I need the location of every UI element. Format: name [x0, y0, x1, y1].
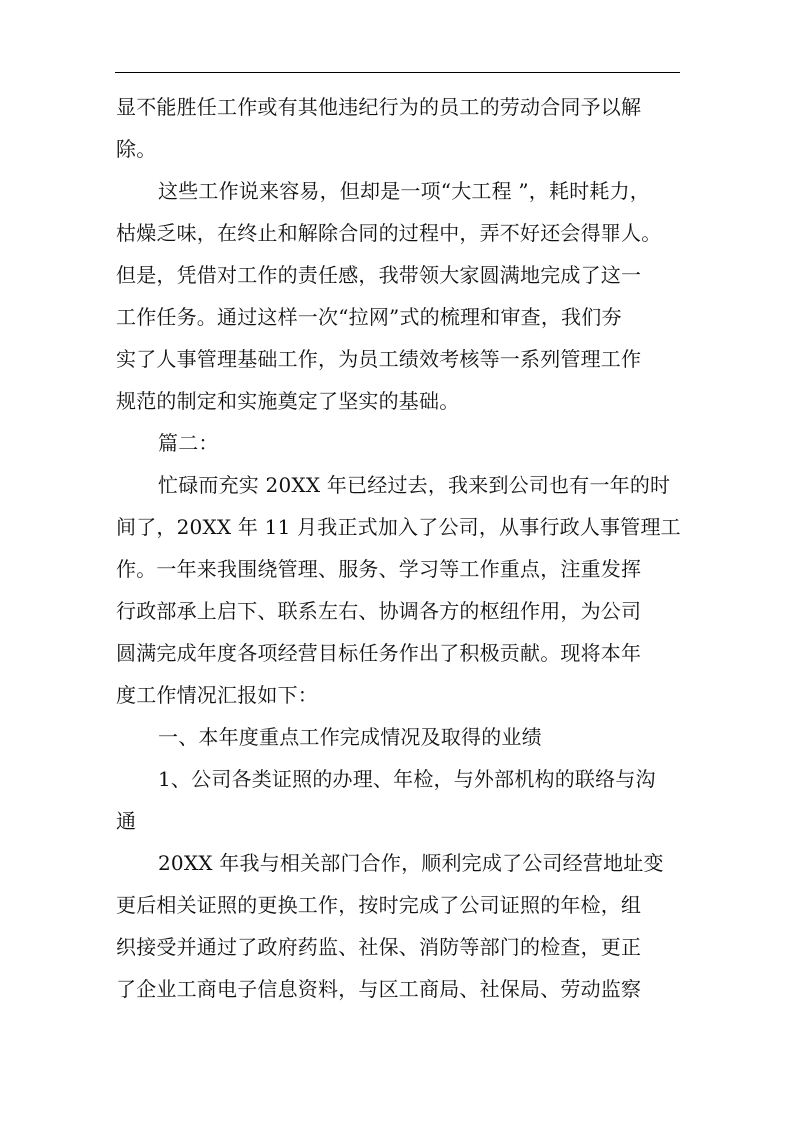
text-line: 织接受并通过了政府药监、社保、消防等部门的检查，更正 [116, 935, 642, 959]
text-line: 度工作情况汇报如下： [116, 683, 318, 707]
text-line: 但是，凭借对工作的责任感，我带领大家圆满地完成了这一 [116, 263, 642, 287]
text-line: 作。一年来我围绕管理、服务、学习等工作重点，注重发挥 [116, 557, 642, 581]
header-rule [115, 72, 680, 73]
text-line: 显不能胜任工作或有其他违纪行为的员工的劳动合同予以解 [116, 95, 642, 119]
text-line: 除。 [116, 137, 157, 161]
text-line: 行政部承上启下、联系左右、协调各方的枢纽作用，为公司 [116, 599, 642, 623]
text-line: 篇二： [158, 431, 219, 455]
text-line: 更后相关证照的更换工作，按时完成了公司证照的年检，组 [116, 893, 642, 917]
text-line: 20XX 年我与相关部门合作，顺利完成了公司经营地址变 [158, 851, 664, 875]
document-body [116, 86, 680, 1010]
text-line: 枯燥乏味，在终止和解除合同的过程中，弄不好还会得罪人。 [116, 221, 662, 245]
text-line: 圆满完成年度各项经营目标任务作出了积极贡献。现将本年 [116, 641, 642, 665]
text-line: 忙碌而充实 20XX 年已经过去，我来到公司也有一年的时 [158, 473, 671, 497]
text-line: 一、本年度重点工作完成情况及取得的业绩 [158, 725, 542, 749]
text-line: 通 [116, 809, 137, 833]
text-line: 这些工作说来容易，但却是一项“大工程 ”，耗时耗力， [158, 179, 651, 203]
text-line: 间了，20XX 年 11 月我正式加入了公司，从事行政人事管理工 [116, 515, 681, 539]
text-line: 工作任务。通过这样一次“拉网”式的梳理和审查，我们夯 [116, 305, 622, 329]
text-line: 1、公司各类证照的办理、年检，与外部机构的联络与沟 [158, 767, 656, 791]
text-line: 实了人事管理基础工作，为员工绩效考核等一系列管理工作 [116, 347, 642, 371]
text-line: 规范的制定和实施奠定了坚实的基础。 [116, 389, 460, 413]
text-line: 了企业工商电子信息资料，与区工商局、社保局、劳动监察 [116, 977, 642, 1001]
